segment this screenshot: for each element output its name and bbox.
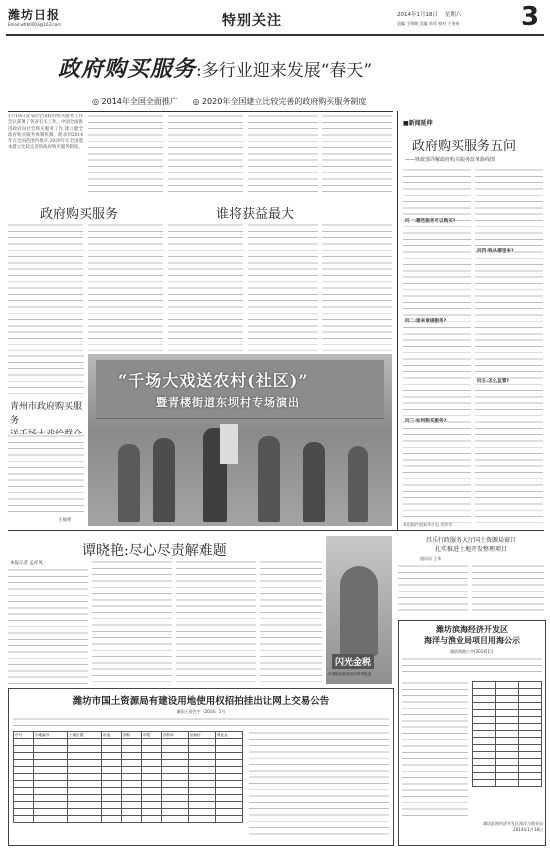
caption-col bbox=[8, 434, 84, 516]
paper-name: 潍坊日报 bbox=[8, 8, 61, 22]
sidebar-body bbox=[403, 168, 543, 528]
coordinate-table bbox=[472, 681, 542, 787]
col-header: 用途 bbox=[102, 732, 122, 739]
lead-col-2 bbox=[88, 114, 163, 196]
table-row bbox=[473, 766, 542, 773]
table-row bbox=[473, 710, 542, 717]
table-row bbox=[473, 752, 542, 759]
table-row bbox=[473, 717, 542, 724]
tax-badge: 闪光金税 bbox=[332, 654, 374, 669]
col-header: 容积率 bbox=[161, 732, 188, 739]
issue-date bbox=[397, 10, 461, 18]
caption-reporter: 王福祥 bbox=[58, 518, 72, 523]
photo-caption-box bbox=[8, 354, 84, 526]
ad-right-number: 潍滨海渔公字[2014]1号 bbox=[450, 649, 494, 654]
sidebar-source: 本组稿件据新华社电 刘铮等 bbox=[403, 522, 453, 527]
table-row bbox=[473, 759, 542, 766]
table-row bbox=[14, 753, 243, 760]
tax-badge-sub: 市国税局税收宣传系列报道 bbox=[328, 672, 372, 676]
ad-right-table bbox=[472, 681, 542, 791]
q1-text: 哪些服务可以购买? bbox=[416, 219, 456, 224]
body-col-3 bbox=[168, 223, 243, 351]
performer bbox=[118, 444, 140, 522]
lead-col-5 bbox=[322, 114, 392, 196]
performance-photo bbox=[88, 354, 392, 526]
table-row bbox=[473, 696, 542, 703]
headline-main: 政府购买服务 bbox=[58, 57, 197, 82]
lead-col-4 bbox=[248, 114, 318, 196]
sidebar-title: 政府购买服务五问 bbox=[412, 139, 517, 154]
col-header: 土地位置 bbox=[68, 732, 102, 739]
sidebar-col-b bbox=[475, 168, 543, 523]
table-row bbox=[473, 689, 542, 696]
q2-label: 问二 bbox=[405, 319, 415, 324]
col-header: 保证金 bbox=[215, 732, 242, 739]
ad-bottom-rules bbox=[249, 731, 389, 839]
table-row bbox=[14, 802, 243, 809]
lead-intro-text: 1月18日发布的全国政府购买服务工作会议部署了各省有关工作。中国全面推进政府向社会购买服务工作,建立健全政府购买服务体制机制。附录到2014年在全国范围内推开,2020年在全国基本建立比较完善的政府购买服务制度。 bbox=[8, 114, 83, 151]
table-row bbox=[14, 746, 243, 753]
q4-label: 问四 bbox=[477, 249, 487, 254]
stage-banner bbox=[96, 360, 384, 419]
table-row bbox=[14, 809, 243, 816]
col-header: 面积 bbox=[122, 732, 142, 739]
sidebar-q4: 问四:钱从哪里来? bbox=[477, 249, 514, 254]
q5-text: 怎么监管? bbox=[488, 379, 510, 384]
paper-email: Email:wfrb0003@163.com bbox=[8, 22, 61, 27]
body-col-2 bbox=[88, 223, 163, 351]
sidebar-subtitle: ——财政部详解政府购买服务改革路线图 bbox=[405, 157, 496, 163]
table-row bbox=[14, 816, 243, 823]
ad-bottom-number: 潍国土资告字〔2014〕1号 bbox=[176, 709, 226, 714]
q5-label: 问五 bbox=[477, 379, 487, 384]
sidebar-q1: 问一:哪些服务可以购买? bbox=[405, 219, 456, 224]
table-row bbox=[14, 788, 243, 795]
body-col-5 bbox=[322, 223, 392, 351]
sidebar-q5: 问五:怎么监管? bbox=[477, 379, 510, 384]
ad-right-text bbox=[402, 657, 542, 677]
section-title: 特别关注 bbox=[222, 13, 282, 29]
col-header: 宗地编号 bbox=[33, 732, 67, 739]
performer bbox=[303, 442, 325, 522]
body-col-4 bbox=[248, 223, 318, 351]
table-row bbox=[473, 780, 542, 787]
parcel-table bbox=[13, 731, 243, 823]
table-row bbox=[473, 738, 542, 745]
table-row bbox=[473, 682, 542, 689]
table-row bbox=[473, 745, 542, 752]
sidebar-q3: 问三:如何购买服务? bbox=[405, 419, 447, 424]
table-row bbox=[14, 739, 243, 746]
notice-title: 昌乐行政服务大厅国土资源局窗口 扎实推进土地开发整理项目 bbox=[425, 537, 516, 553]
lead-headline bbox=[58, 52, 498, 88]
article2-byline: 本报记者 孟祥凤 bbox=[10, 561, 43, 566]
masthead-rule bbox=[6, 34, 544, 36]
caption-title: 青州市政府购买服务 bbox=[10, 402, 83, 426]
section-head-2: 谁将获益最大 bbox=[216, 207, 295, 222]
headline-rest: :多行业迎来发展“春天” bbox=[196, 61, 373, 81]
article2-col-1 bbox=[8, 568, 88, 684]
notice-reporter: 通讯员 王华 bbox=[420, 556, 442, 561]
ad-bottom-intro bbox=[13, 717, 389, 729]
table-row bbox=[14, 781, 243, 788]
caption-col-top bbox=[8, 354, 84, 394]
q3-text: 如何购买服务? bbox=[416, 419, 447, 424]
performer bbox=[258, 436, 280, 522]
performer bbox=[348, 446, 368, 522]
table-row bbox=[473, 703, 542, 710]
page-number: 3 bbox=[521, 2, 540, 32]
col-header: 起始价 bbox=[188, 732, 215, 739]
ad-bottom-title: 潍坊市国土资源局有建设用地使用权招拍挂出让网上交易公告 bbox=[72, 696, 330, 707]
table-row bbox=[473, 773, 542, 780]
ad-right-title: 潍坊滨海经济开发区 海洋与渔业局项目用海公示 bbox=[424, 625, 520, 645]
ad-bottom-table-wrap bbox=[13, 731, 243, 841]
weekday-text: 星期六 bbox=[444, 12, 462, 18]
performer bbox=[153, 438, 175, 522]
performer-group bbox=[108, 424, 378, 524]
table-row bbox=[473, 724, 542, 731]
col-header: 序号 bbox=[14, 732, 34, 739]
q3-label: 问三 bbox=[405, 419, 415, 424]
ad-bottom bbox=[8, 688, 394, 846]
masthead bbox=[0, 0, 550, 38]
notice-col-2 bbox=[472, 564, 544, 616]
subhead-left: ◎ 2014年全国全面推广 bbox=[92, 97, 178, 106]
table-row bbox=[14, 774, 243, 781]
ad-right-footer: 潍坊滨海经济开发区海洋与渔业局 2014年1月18日 bbox=[483, 821, 543, 832]
banner-line-2: 暨青楼街道东坝村专场演出 bbox=[156, 396, 300, 409]
tax-officer-photo bbox=[326, 536, 392, 684]
editor-credits: 责编 王明朗 美编 毕玮 校对 于贵州 bbox=[397, 21, 460, 26]
banner-line-1: “千场大戏送农村(社区)” bbox=[118, 371, 309, 390]
article2-col-3 bbox=[176, 560, 256, 684]
table-row bbox=[14, 795, 243, 802]
sidebar-tag: ■新闻延伸 bbox=[403, 120, 433, 127]
notice-col-1 bbox=[398, 564, 468, 616]
article2-headline: 谭晓艳:尽心尽责解难题 bbox=[82, 543, 227, 559]
q2-text: 谁来承接服务? bbox=[416, 319, 447, 324]
subhead-right: ◎ 2020年全国建立比较完善的政府购买服务制度 bbox=[192, 97, 367, 106]
lead-intro bbox=[8, 114, 83, 196]
lead-rule bbox=[8, 111, 393, 112]
ad-right bbox=[398, 620, 546, 846]
body-col-1 bbox=[8, 223, 83, 351]
person-silhouette bbox=[340, 566, 378, 656]
lead-subheads bbox=[92, 96, 512, 107]
table-row bbox=[14, 767, 243, 774]
table-row bbox=[14, 760, 243, 767]
table-row bbox=[473, 731, 542, 738]
flag bbox=[220, 424, 238, 464]
sidebar-q2: 问二:谁来承接服务? bbox=[405, 319, 447, 324]
ad-right-col-1 bbox=[402, 681, 468, 821]
sidebar-divider bbox=[397, 111, 398, 531]
section-head-1: 政府购买服务 bbox=[40, 207, 119, 222]
date-text: 2014年1月18日 bbox=[397, 12, 438, 18]
article2-col-4 bbox=[260, 560, 322, 684]
mid-rule bbox=[8, 530, 544, 531]
table-header-row bbox=[14, 732, 243, 739]
q1-label: 问一 bbox=[405, 219, 415, 224]
col-header: 年限 bbox=[141, 732, 161, 739]
q4-text: 钱从哪里来? bbox=[488, 249, 514, 254]
article2-col-2 bbox=[92, 560, 172, 684]
lead-col-3 bbox=[168, 114, 243, 196]
